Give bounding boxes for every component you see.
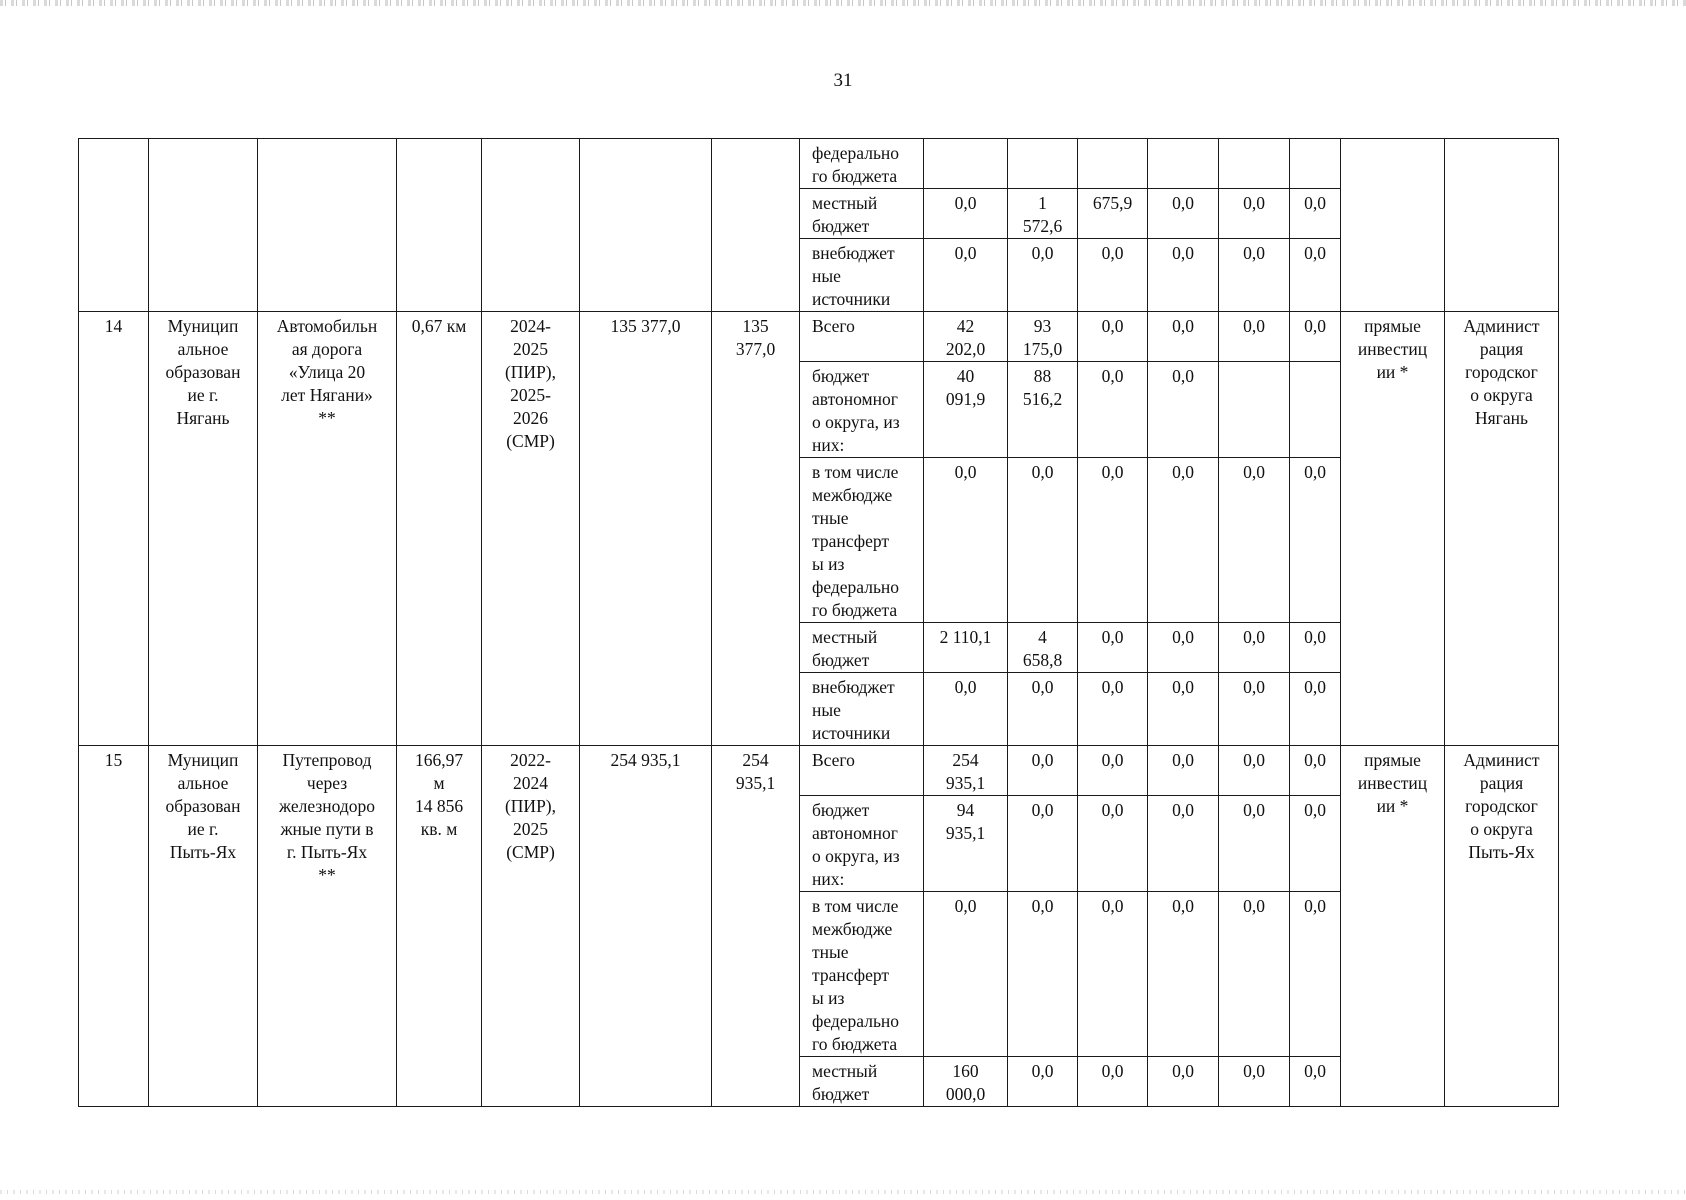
amount-cell-6: 0,0: [1290, 458, 1341, 623]
amount-cell-2: [1008, 139, 1078, 189]
table-row: [79, 312, 1559, 362]
amount-cell-5: 0,0: [1219, 458, 1290, 623]
construction-period-cell: 2024- 2025 (ПИР), 2025- 2026 (СМР): [482, 312, 580, 746]
amount-cell-4: 0,0: [1148, 623, 1219, 673]
project-number: 15: [79, 746, 149, 1107]
amount-cell-5: 0,0: [1219, 189, 1290, 239]
amount-cell-5: 0,0: [1219, 796, 1290, 892]
construction-period-cell: 2022- 2024 (ПИР), 2025 (СМР): [482, 746, 580, 1107]
amount-cell-1: 0,0: [924, 239, 1008, 312]
amount-cell-3: 0,0: [1078, 362, 1148, 458]
funding-source-cell: в том числе межбюдже тные трансферт ы из федерально го бюджета: [800, 458, 924, 623]
amount-cell-3: 0,0: [1078, 746, 1148, 796]
amount-cell-5: [1219, 139, 1290, 189]
object-cell: [258, 139, 397, 312]
funding-source-cell: внебюджет ные источники: [800, 239, 924, 312]
amount-cell-4: 0,0: [1148, 673, 1219, 746]
amount-cell-3: 0,0: [1078, 623, 1148, 673]
capacity-cell: [397, 139, 482, 312]
amount-cell-4: 0,0: [1148, 892, 1219, 1057]
amount-cell-6: 0,0: [1290, 239, 1341, 312]
amount-cell-3: 0,0: [1078, 1057, 1148, 1107]
table-row: [79, 746, 1559, 796]
amount-cell-2: 0,0: [1008, 458, 1078, 623]
cost-cell: [580, 139, 712, 312]
amount-cell-6: 0,0: [1290, 746, 1341, 796]
funding-source-cell: Всего: [800, 746, 924, 796]
investment-form-cell: прямые инвестиц ии *: [1341, 312, 1445, 746]
investment-table: [78, 138, 1559, 1107]
table-row: [79, 139, 1559, 189]
amount-cell-4: [1148, 139, 1219, 189]
estimated-cost-cell: 135 377,0: [580, 312, 712, 746]
amount-cell-2: 4 658,8: [1008, 623, 1078, 673]
investment-form-cell: [1341, 139, 1445, 312]
amount-cell-5: 0,0: [1219, 892, 1290, 1057]
amount-cell-4: 0,0: [1148, 458, 1219, 623]
amount-cell-1: [924, 139, 1008, 189]
scan-edge-bottom: [0, 1190, 1686, 1194]
amount-cell-3: 0,0: [1078, 458, 1148, 623]
amount-cell-1: 0,0: [924, 673, 1008, 746]
amount-cell-6: 0,0: [1290, 673, 1341, 746]
funding-source-cell: в том числе межбюдже тные трансферт ы из федерально го бюджета: [800, 892, 924, 1057]
amount-cell-1: 40 091,9: [924, 362, 1008, 458]
funding-source-cell: федерально го бюджета: [800, 139, 924, 189]
amount-cell-3: [1078, 139, 1148, 189]
amount-cell-4: 0,0: [1148, 312, 1219, 362]
amount-cell-4: 0,0: [1148, 362, 1219, 458]
amount-cell-6: 0,0: [1290, 312, 1341, 362]
amount-cell-2: 0,0: [1008, 796, 1078, 892]
total-funding-cell: 135 377,0: [712, 312, 800, 746]
amount-cell-5: 0,0: [1219, 312, 1290, 362]
amount-cell-3: 0,0: [1078, 796, 1148, 892]
total-funding-cell: 254 935,1: [712, 746, 800, 1107]
amount-cell-6: [1290, 139, 1341, 189]
amount-cell-2: 0,0: [1008, 673, 1078, 746]
amount-cell-5: 0,0: [1219, 746, 1290, 796]
amount-cell-1: 0,0: [924, 189, 1008, 239]
amount-cell-1: 254 935,1: [924, 746, 1008, 796]
amount-cell-4: 0,0: [1148, 746, 1219, 796]
amount-cell-3: 0,0: [1078, 892, 1148, 1057]
amount-cell-5: [1219, 362, 1290, 458]
amount-cell-2: 0,0: [1008, 1057, 1078, 1107]
amount-cell-2: 0,0: [1008, 746, 1078, 796]
funding-source-cell: бюджет автономног о округа, из них:: [800, 796, 924, 892]
amount-cell-1: 0,0: [924, 892, 1008, 1057]
amount-cell-2: 0,0: [1008, 239, 1078, 312]
funding-source-cell: внебюджет ные источники: [800, 673, 924, 746]
capacity-cell: 0,67 км: [397, 312, 482, 746]
amount-cell-2: 0,0: [1008, 892, 1078, 1057]
customer-cell: Админист рация городског о округа Нягань: [1445, 312, 1559, 746]
funding-source-cell: местный бюджет: [800, 189, 924, 239]
amount-cell-1: 94 935,1: [924, 796, 1008, 892]
municipality-cell: Муницип альное образован ие г. Нягань: [149, 312, 258, 746]
amount-cell-6: 0,0: [1290, 892, 1341, 1057]
amount-cell-1: 2 110,1: [924, 623, 1008, 673]
capacity-cell: 166,97 м 14 856 кв. м: [397, 746, 482, 1107]
amount-cell-6: 0,0: [1290, 189, 1341, 239]
scan-edge-top: [0, 0, 1686, 6]
investment-form-cell: прямые инвестиц ии *: [1341, 746, 1445, 1107]
period-cell: [482, 139, 580, 312]
amount-cell-3: 0,0: [1078, 239, 1148, 312]
amount-cell-4: 0,0: [1148, 1057, 1219, 1107]
amount-cell-2: 1 572,6: [1008, 189, 1078, 239]
funding-source-cell: Всего: [800, 312, 924, 362]
amount-cell-6: 0,0: [1290, 623, 1341, 673]
funding-source-cell: местный бюджет: [800, 623, 924, 673]
amount-cell-2: 93 175,0: [1008, 312, 1078, 362]
municipality-cell: [149, 139, 258, 312]
amount-cell-4: 0,0: [1148, 796, 1219, 892]
project-number: 14: [79, 312, 149, 746]
object-name-cell: Путепровод через железнодоро жные пути в г. Пыть-Ях **: [258, 746, 397, 1107]
object-name-cell: Автомобильн ая дорога «Улица 20 лет Нягани» **: [258, 312, 397, 746]
customer-cell: Админист рация городског о округа Пыть-Ях: [1445, 746, 1559, 1107]
amount-cell-5: 0,0: [1219, 623, 1290, 673]
amount-cell-6: 0,0: [1290, 1057, 1341, 1107]
funding-source-cell: бюджет автономног о округа, из них:: [800, 362, 924, 458]
amount-cell-6: [1290, 362, 1341, 458]
amount-cell-5: 0,0: [1219, 673, 1290, 746]
amount-cell-4: 0,0: [1148, 189, 1219, 239]
amount-cell-3: 0,0: [1078, 312, 1148, 362]
amount-cell-5: 0,0: [1219, 239, 1290, 312]
amount-cell-1: 42 202,0: [924, 312, 1008, 362]
amount-cell-3: 0,0: [1078, 673, 1148, 746]
amount-cell-3: 675,9: [1078, 189, 1148, 239]
amount-cell-2: 88 516,2: [1008, 362, 1078, 458]
amount-cell-1: 0,0: [924, 458, 1008, 623]
customer-cell: [1445, 139, 1559, 312]
amount-cell-5: 0,0: [1219, 1057, 1290, 1107]
municipality-cell: Муницип альное образован ие г. Пыть-Ях: [149, 746, 258, 1107]
amount-cell-6: 0,0: [1290, 796, 1341, 892]
amount-cell-4: 0,0: [1148, 239, 1219, 312]
funding-source-cell: местный бюджет: [800, 1057, 924, 1107]
page-number: 31: [833, 70, 853, 91]
number-cell: [79, 139, 149, 312]
amount-cell-1: 160 000,0: [924, 1057, 1008, 1107]
estimated-cost-cell: 254 935,1: [580, 746, 712, 1107]
total-cell: [712, 139, 800, 312]
